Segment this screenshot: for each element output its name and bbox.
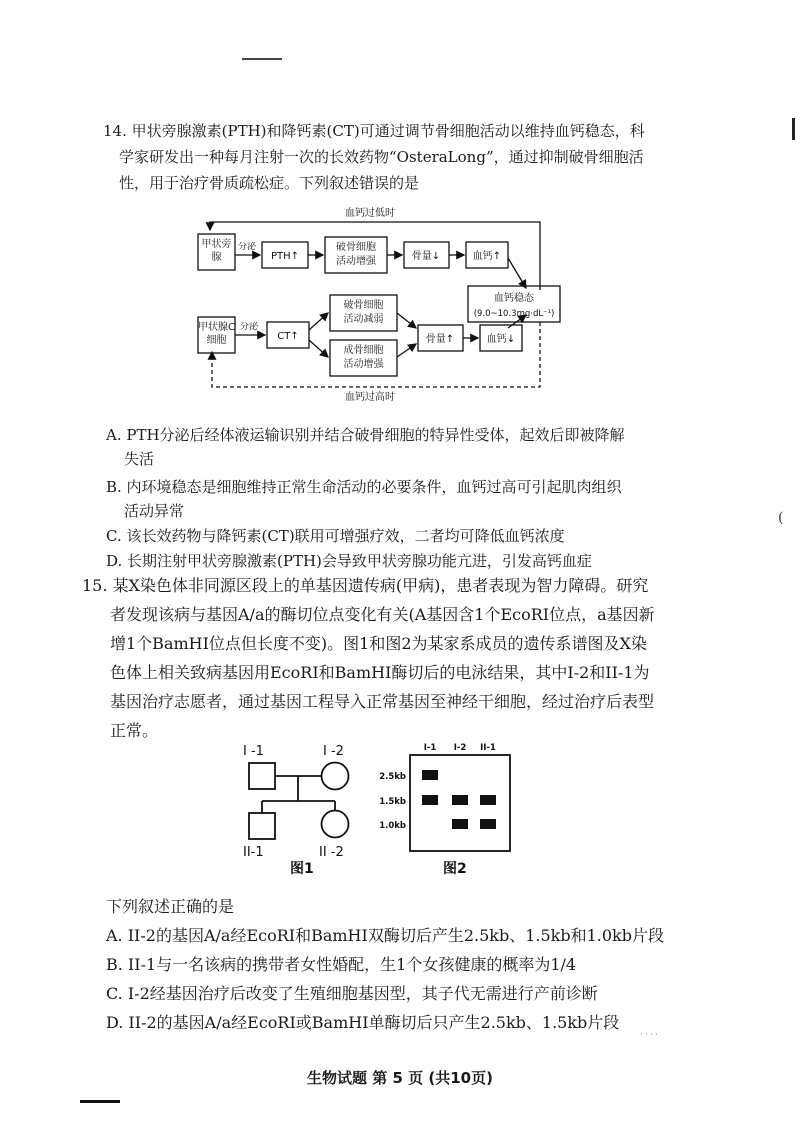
figure-2-caption: 图2: [443, 861, 467, 877]
figure-1-caption: 图1: [290, 861, 314, 877]
q15-option-a: A. II-2的基因A/a经EcoRI和BamHI双酶切后产生2.5kb、1.5kb和1.0kb片段: [106, 926, 664, 945]
q14-option-a-cont: 失活: [124, 450, 155, 468]
band-ii1-1-0kb: [480, 819, 496, 829]
q15-stem-line-5: 基因治疗志愿者，通过基因工程导入正常基因至神经干细胞，经过治疗后表型: [110, 692, 655, 711]
bottom-feedback-label: 血钙过高时: [345, 392, 395, 403]
q15-stem-line-2: 者发现该病与基因A/a的酶切位点变化有关(A基因含1个EcoRI位点，a基因新: [110, 605, 655, 624]
page-footer: 生物试题 第 5 页 (共10页): [307, 1069, 493, 1087]
pedigree-figure-1: [235, 735, 385, 885]
band-i1-1-5kb: [422, 795, 438, 805]
parathyroid-box: 甲状旁腺: [201, 239, 232, 263]
band-i1-2-5kb: [422, 770, 438, 780]
scan-artifact: · · · ·: [640, 1030, 658, 1039]
bone-mass-down-box: 骨量↓: [411, 251, 441, 262]
right-margin-paren: (: [778, 510, 784, 526]
q14-option-c: C. 该长效药物与降钙素(CT)联用可增强疗效，二者均可降低血钙浓度: [106, 527, 565, 545]
secrete-label-upper: 分泌: [237, 242, 256, 252]
q14-option-b-cont: 活动异常: [124, 502, 185, 520]
label-i2: I -2: [323, 744, 344, 759]
calcium-regulation-diagram: [190, 200, 580, 405]
osteoclast-decrease-box: 破骨细胞活动减弱: [343, 300, 384, 325]
q14-option-a: A. PTH分泌后经体液运输识别并结合破骨细胞的特异性受体，起效后即被降解: [106, 426, 625, 444]
right-edge-mark: [792, 118, 795, 140]
osteoblast-increase-box: 成骨细胞活动增强: [343, 345, 384, 370]
osteoclast-increase-box: 破骨细胞活动增强: [336, 242, 376, 267]
q15-stem-line-6: 正常。: [110, 721, 159, 740]
q15-stem-line-3: 增1个BamHI位点但长度不变)。图1和图2为某家系成员的遗传系谱图及X染: [110, 634, 647, 653]
q15-stem-line-1: 15. 某X染色体非同源区段上的单基因遗传病(甲病)，患者表现为智力障碍。研究: [82, 576, 649, 595]
q14-option-b: B. 内环境稳态是细胞维持正常生命活动的必要条件，血钙过高可引起肌肉组织: [106, 478, 622, 496]
label-ii2: II -2: [319, 845, 344, 860]
thyroid-c-cell-box: 甲状腺C细胞: [198, 322, 235, 346]
calcium-down-box: 血钙↓: [486, 334, 516, 345]
electrophoresis-figure-2: [375, 735, 525, 885]
lane-label-i2: I-2: [453, 743, 467, 753]
size-label-2-5kb: 2.5kb: [379, 772, 406, 782]
ct-box: CT↑: [277, 331, 299, 342]
size-label-1-0kb: 1.0kb: [379, 821, 406, 831]
i2-female-symbol: [322, 763, 349, 790]
label-i1: I -1: [243, 744, 264, 759]
pth-box: PTH↑: [270, 251, 300, 262]
top-scan-mark: [242, 58, 282, 60]
calcium-homeostasis-title: 血钙稳态: [494, 293, 534, 304]
q15-option-c: C. I-2经基因治疗后改变了生殖细胞基因型，其子代无需进行产前诊断: [106, 984, 598, 1003]
band-i2-1-5kb: [452, 795, 468, 805]
i1-male-symbol: [249, 763, 275, 789]
q14-stem-line-1: 14. 甲状旁腺激素(PTH)和降钙素(CT)可通过调节骨细胞活动以维持血钙稳态，科: [103, 122, 645, 140]
q15-option-b: B. II-1与一名该病的携带者女性婚配，生1个女孩健康的概率为1/4: [106, 955, 577, 974]
secrete-label-lower: 分泌: [239, 322, 258, 332]
q15-prompt: 下列叙述正确的是: [106, 897, 235, 916]
ii1-male-symbol: [249, 813, 275, 839]
label-ii1: II-1: [243, 845, 264, 860]
calcium-up-box: 血钙↑: [472, 251, 502, 262]
q15-stem-line-4: 色体上相关致病基因用EcoRI和BamHI酶切后的电泳结果，其中I-2和II-1为: [110, 663, 650, 682]
lane-label-ii1: II-1: [480, 743, 496, 753]
bone-mass-up-box: 骨量↑: [425, 334, 455, 345]
top-feedback-label: 血钙过低时: [345, 208, 395, 219]
band-ii1-1-5kb: [480, 795, 496, 805]
bottom-scan-mark: [80, 1100, 120, 1103]
band-i2-1-0kb: [452, 819, 468, 829]
ii2-female-symbol: [322, 811, 349, 838]
q14-stem-line-2: 学家研发出一种每月注射一次的长效药物“OsteraLong”，通过抑制破骨细胞活: [119, 148, 644, 166]
size-label-1-5kb: 1.5kb: [379, 797, 406, 807]
q14-stem-line-3: 性，用于治疗骨质疏松症。下列叙述错误的是: [119, 174, 420, 192]
calcium-range: (9.0~10.3mg·dL⁻¹): [473, 309, 555, 319]
lane-label-i1: I-1: [423, 743, 437, 753]
q15-option-d: D. II-2的基因A/a经EcoRI或BamHI单酶切后只产生2.5kb、1.5kb片段: [106, 1013, 620, 1032]
q14-option-d: D. 长期注射甲状旁腺激素(PTH)会导致甲状旁腺功能亢进，引发高钙血症: [106, 552, 592, 570]
